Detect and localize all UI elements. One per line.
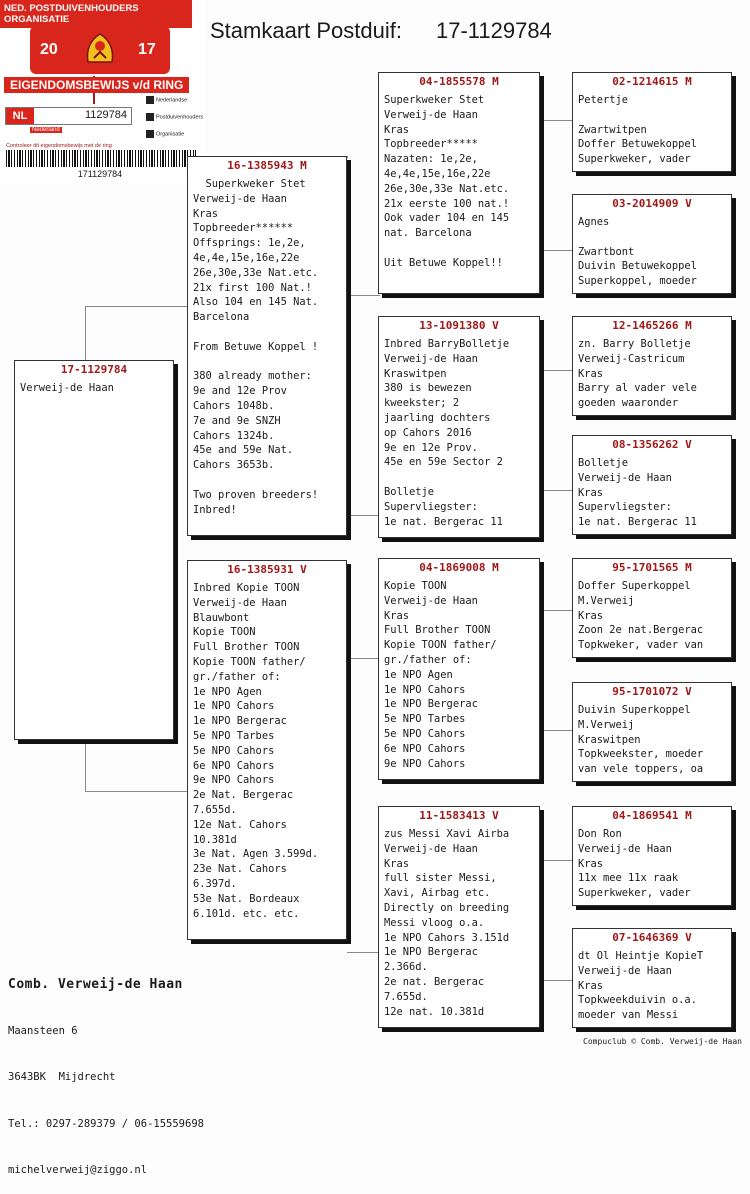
ring-number: 16-1385931 V <box>227 563 307 576</box>
pedigree-mff-card <box>572 558 732 658</box>
card-text: Don Ron Verweij-de Haan Kras 11x mee 11x raak Superkweker, vader <box>578 828 691 900</box>
breeder-street: Maansteen 6 <box>8 1024 78 1037</box>
connector-line <box>347 156 348 158</box>
pedigree-ff-card <box>378 72 540 294</box>
ring-number: 95-1701565 M <box>612 561 692 574</box>
card-text: Superkweker Stet Verweij-de Haan Kras Topbreeder****** Offsprings: 1e,2e, 4e,4e,15e,16e,22e 26e,30e,33e Nat.etc. 21x first 100 Nat.! Also 104 en 145 Nat. Barcelona From Betuwe Koppel ! 380 already mother: 9e and 12e Prov Cahors 1048b. 7e and 9e SNZH Cahors 1324b. 45e and 59e Nat. Cahors 3653b. Two proven breeders! Inbred! <box>193 178 319 516</box>
pedigree-father-card <box>187 156 347 536</box>
connector-line <box>85 306 86 362</box>
ring-number: 16-1385943 M <box>227 159 307 172</box>
breeder-email: michelverweij@ziggo.nl <box>8 1164 148 1176</box>
ring-number: 08-1356262 V <box>612 438 692 451</box>
connector-line <box>85 739 86 791</box>
connector-line <box>85 791 188 792</box>
ring-number: 07-1646369 V <box>612 931 692 944</box>
connector-line <box>540 730 572 731</box>
page-title <box>210 18 552 44</box>
card-text: zn. Barry Bolletje Verweij-Castricum Kras Barry al vader vele goeden waaronder <box>578 338 697 410</box>
lion-crest-icon <box>80 28 120 68</box>
connector-line <box>540 250 572 251</box>
card-text: Inbred BarryBolletje Verweij-de Haan Kraswitpen 380 is bewezen kweekster; 2 jaarling dochters op Cahors 2016 9e en 12e Prov. 45e en 59e Sector 2 Bolletje Supervliegster: 1e nat. Bergerac 11 <box>384 338 510 528</box>
pedigree-fff-card <box>572 72 732 172</box>
ring-number: 12-1465266 M <box>612 319 692 332</box>
card-text: Verweij-de Haan <box>20 382 114 394</box>
cert-org: NED. POSTDUIVENHOUDERS ORGANISATIE <box>0 0 192 28</box>
ownership-certificate <box>0 0 205 182</box>
ring-number: 02-1214615 M <box>612 75 692 88</box>
connector-line <box>347 295 380 296</box>
cert-ring-field <box>5 107 132 125</box>
cert-nl-small: Nederland <box>32 127 60 133</box>
ring-number: 04-1855578 M <box>419 75 499 88</box>
cert-year-left: 20 <box>40 41 58 58</box>
card-text: Superkweker Stet Verweij-de Haan Kras Topbreeder***** Nazaten: 1e,2e, 4e,4e,15e,16e,22e 26e,30e,33e Nat.etc. 21x eerste 100 nat.! Ook vader 104 en 145 nat. Barcelona Uit Betuwe Koppel!! <box>384 94 510 269</box>
connector-line <box>540 120 572 121</box>
cert-barcode-number: 171129784 <box>77 169 123 179</box>
breeder-phone: Tel.: 0297-289379 / 06-15559698 <box>8 1117 204 1130</box>
title-text: Stamkaart Postduif: <box>210 18 402 43</box>
card-text: Agnes Zwartbont Duivin Betuwekoppel Superkoppel, moeder <box>578 216 697 288</box>
card-text: Bolletje Verweij-de Haan Kras Supervliegster: 1e nat. Bergerac 11 <box>578 457 697 529</box>
square-p-icon <box>146 113 154 121</box>
pedigree-fmm-card <box>572 435 732 535</box>
ring-number: 17-1129784 <box>60 363 128 376</box>
card-text: zus Messi Xavi Airba Verweij-de Haan Kras full sister Messi, Xavi, Airbag etc. Directly on breeding Messi vloog o.a. 1e NPO Cahors 3.151d 1e NPO Bergerac 2.366d. 2e nat. Bergerac 7.655d. 12e nat. 10.381d <box>384 828 510 1018</box>
cert-side-label-2: Postduivenhouders <box>146 113 203 121</box>
connector-line <box>540 980 572 981</box>
ring-number: 95-1701072 V <box>612 685 692 698</box>
cert-country: NL <box>6 108 34 124</box>
ring-number: 03-2014909 V <box>612 197 692 210</box>
cert-control-text: Controleer dit eigendomsbewijs met de ring <box>6 143 112 149</box>
square-o-icon <box>146 130 154 138</box>
pedigree-fm-card <box>378 316 540 538</box>
cert-year-right: 17 <box>138 41 156 58</box>
breeder-name: Comb. Verweij-de Haan <box>8 977 183 992</box>
cert-side-label-3: Organisatie <box>146 130 184 138</box>
pedigree-mf-card <box>378 558 540 780</box>
cert-year-badge <box>30 26 170 74</box>
connector-line <box>347 952 380 953</box>
pedigree-ffm-card <box>572 194 732 294</box>
ring-number: 04-1869008 M <box>419 561 499 574</box>
credit-line: Compuclub © Comb. Verweij-de Haan <box>583 1037 742 1046</box>
pedigree-mm-card <box>378 806 540 1028</box>
cert-title: EIGENDOMSBEWIJS v/d RING <box>4 77 189 93</box>
ring-number: 11-1583413 V <box>419 809 499 822</box>
connector-line <box>347 658 380 659</box>
breeder-address <box>8 946 204 1194</box>
title-ring-number: 17-1129784 <box>435 18 552 43</box>
connector-line <box>347 515 380 516</box>
card-text: Petertje Zwartwitpen Doffer Betuwekoppel Superkweker, vader <box>578 94 697 166</box>
square-n-icon <box>146 96 154 104</box>
cert-ring-number: 1129784 <box>84 109 127 121</box>
card-text: dt Ol Heintje KopieT Verweij-de Haan Kras Topkweekduivin o.a. moeder van Messi <box>578 950 704 1022</box>
pedigree-mfm-card <box>572 682 732 782</box>
barcode-icon <box>6 150 196 167</box>
card-text: Duivin Superkoppel M.Verweij Kraswitpen Topkweekster, moeder van vele toppers, oa <box>578 704 704 776</box>
ring-number: 13-1091380 V <box>419 319 499 332</box>
cert-side-label-1: Nederlandse <box>146 96 187 104</box>
ring-number: 04-1869541 M <box>612 809 692 822</box>
card-text: Inbred Kopie TOON Verweij-de Haan Blauwbont Kopie TOON Full Brother TOON Kopie TOON father/ gr./father of: 1e NPO Agen 1e NPO Cahors 1e NPO Bergerac 5e NPO Tarbes 5e NPO Cahors 6e NPO Cahors 9e NPO Cahors 2e Nat. Bergerac 7.655d. 12e Nat. Cahors 10.381d 3e Nat. Agen 3.599d. 23e Nat. Cahors 6.397d. 53e Nat. Bordeaux 6.101d. etc. etc. <box>193 582 319 920</box>
pedigree-mmm-card <box>572 928 732 1028</box>
pedigree-mmf-card <box>572 806 732 906</box>
breeder-city: 3643BK Mijdrecht <box>8 1071 116 1083</box>
pedigree-fmf-card <box>572 316 732 416</box>
connector-line <box>540 490 572 491</box>
connector-line <box>540 860 572 861</box>
connector-line <box>85 306 188 307</box>
connector-line <box>540 610 572 611</box>
pedigree-mother-card <box>187 560 347 940</box>
card-text: Doffer Superkoppel M.Verweij Kras Zoon 2e nat.Bergerac Topkweker, vader van <box>578 580 704 652</box>
pedigree-subject-card <box>14 360 174 740</box>
connector-line <box>540 370 572 371</box>
card-text: Kopie TOON Verweij-de Haan Kras Full Brother TOON Kopie TOON father/ gr./father of: 1e NPO Agen 1e NPO Cahors 1e NPO Bergerac 5e NPO Tarbes 5e NPO Cahors 6e NPO Cahors 9e NPO Cahors <box>384 580 497 770</box>
